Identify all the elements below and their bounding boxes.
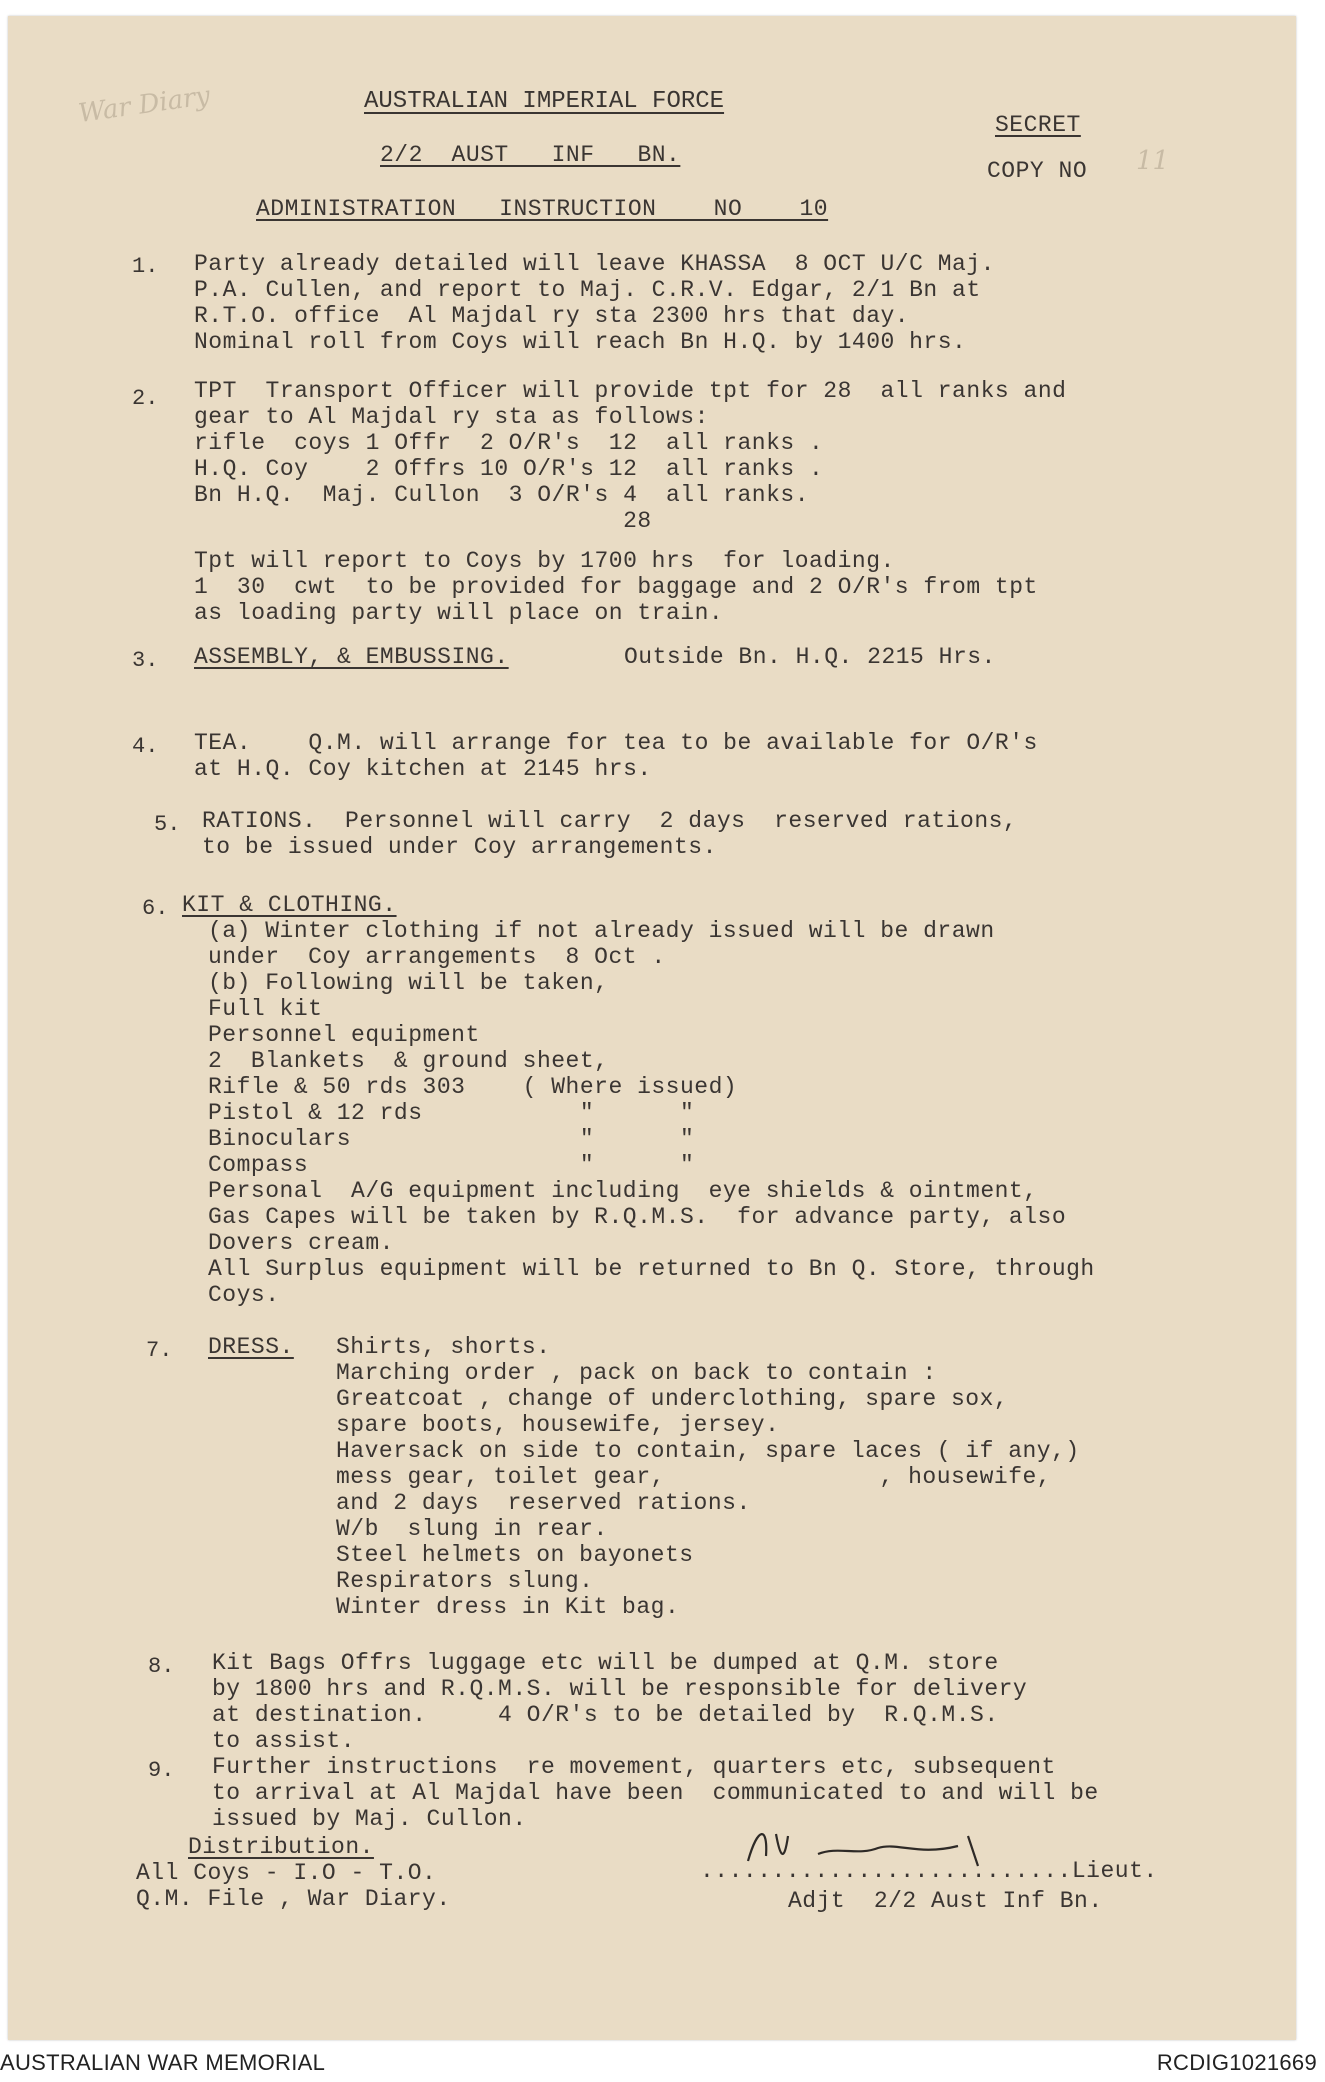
item-number: 5. [154,812,181,837]
adjutant-title: Adjt 2/2 Aust Inf Bn. [788,1888,1103,1914]
item-3-heading: ASSEMBLY, & EMBUSSING. [194,644,509,670]
item-3-text: Outside Bn. H.Q. 2215 Hrs. [624,644,996,670]
item-6-line: under Coy arrangements 8 Oct . [208,944,666,970]
item-7-line: mess gear, toilet gear, , housewife, [336,1464,1052,1490]
item-number: 4. [132,734,159,759]
instruction-title: ADMINISTRATION INSTRUCTION NO 10 [256,196,829,222]
item-2-line: 1 30 cwt to be provided for baggage and 2 O/R's from tpt [194,574,1038,600]
item-7-line: Marching order , pack on back to contain : [336,1360,937,1386]
footer-left: AUSTRALIAN WAR MEMORIAL [0,2050,326,2075]
item-2-line: Bn H.Q. Maj. Cullon 3 O/R's 4 all ranks. [194,482,809,508]
item-7-line: Steel helmets on bayonets [336,1542,694,1568]
item-number: 6. [142,896,169,921]
item-number: 8. [148,1654,175,1679]
item-6-line: Binoculars " " [208,1126,695,1152]
distribution-label: Distribution. [188,1834,374,1860]
item-4-line: at H.Q. Coy kitchen at 2145 hrs. [194,756,652,782]
document-page [8,16,1296,2040]
item-4-line: TEA. Q.M. will arrange for tea to be available for O/R's [194,730,1038,756]
pencil-number: 11 [1136,146,1170,176]
item-6-line: (a) Winter clothing if not already issued will be drawn [208,918,995,944]
item-6-line: Rifle & 50 rds 303 ( Where issued) [208,1074,738,1100]
item-7-line: and 2 days reserved rations. [336,1490,751,1516]
item-2-line: Tpt will report to Coys by 1700 hrs for loading. [194,548,895,574]
item-number: 7. [146,1338,173,1363]
item-2-total: 28 [194,508,652,534]
item-7-line: Respirators slung. [336,1568,594,1594]
item-1-line: Party already detailed will leave KHASSA 8 OCT U/C Maj. [194,251,995,277]
item-6-line: Coys. [208,1282,280,1308]
item-7-heading: DRESS. [208,1334,294,1360]
item-1-line: Nominal roll from Coys will reach Bn H.Q. by 1400 hrs. [194,329,967,355]
item-7-line: Haversack on side to contain, spare laces ( if any,) [336,1438,1080,1464]
item-6-line: Personal A/G equipment including eye shields & ointment, [208,1178,1038,1204]
item-2-line: rifle coys 1 Offr 2 O/R's 12 all ranks . [194,430,824,456]
item-6-line: Pistol & 12 rds " " [208,1100,695,1126]
document-title: AUSTRALIAN IMPERIAL FORCE [364,88,725,115]
item-number: 2. [132,386,159,411]
item-6-line: Gas Capes will be taken by R.Q.M.S. for advance party, also [208,1204,1067,1230]
item-6-line: Dovers cream. [208,1230,394,1256]
item-9-line: issued by Maj. Cullon. [212,1806,527,1832]
item-8-line: by 1800 hrs and R.Q.M.S. will be responsible for delivery [212,1676,1028,1702]
secret-mark: SECRET [995,112,1081,138]
item-5-line: to be issued under Coy arrangements. [202,834,717,860]
item-6-line: Full kit [208,996,323,1022]
item-2-line: H.Q. Coy 2 Offrs 10 O/R's 12 all ranks . [194,456,824,482]
distribution-line: All Coys - I.O - T.O. [136,1860,437,1886]
signature-line: ..........................Lieut. [700,1858,1158,1884]
item-1-line: R.T.O. office Al Majdal ry sta 2300 hrs that day. [194,303,910,329]
item-7-line: W/b slung in rear. [336,1516,608,1542]
item-2-line: gear to Al Majdal ry sta as follows: [194,404,709,430]
item-number: 1. [132,254,159,279]
item-7-line: Greatcoat , change of underclothing, spare sox, [336,1386,1009,1412]
item-2-line: TPT Transport Officer will provide tpt for 28 all ranks and [194,378,1067,404]
item-6-line: (b) Following will be taken, [208,970,609,996]
item-6-line: 2 Blankets & ground sheet, [208,1048,609,1074]
item-8-line: Kit Bags Offrs luggage etc will be dumped at Q.M. store [212,1650,999,1676]
item-1-line: P.A. Cullen, and report to Maj. C.R.V. Edgar, 2/1 Bn at [194,277,981,303]
item-number: 9. [148,1758,175,1783]
item-7-line: spare boots, housewife, jersey. [336,1412,780,1438]
item-6-line: Compass " " [208,1152,695,1178]
item-7-line: Winter dress in Kit bag. [336,1594,680,1620]
item-number: 3. [132,648,159,673]
item-9-line: to arrival at Al Majdal have been communicated to and will be [212,1780,1099,1806]
footer-right: RCDIG1021669 [1156,2050,1317,2075]
item-8-line: to assist. [212,1728,356,1754]
item-6-line: Personnel equipment [208,1022,480,1048]
item-6-line: All Surplus equipment will be returned to Bn Q. Store, through [208,1256,1095,1282]
distribution-line: Q.M. File , War Diary. [136,1886,451,1912]
item-9-line: Further instructions re movement, quarters etc, subsequent [212,1754,1056,1780]
item-6-heading: KIT & CLOTHING. [182,892,397,918]
item-2-line: as loading party will place on train. [194,600,724,626]
unit-name: 2/2 AUST INF BN. [380,142,681,168]
item-5-line: RATIONS. Personnel will carry 2 days reserved rations, [202,808,1018,834]
item-8-line: at destination. 4 O/R's to be detailed by R.Q.M.S. [212,1702,999,1728]
item-7-line: Shirts, shorts. [336,1334,551,1360]
copy-number: COPY NO [987,158,1088,184]
pencil-note: War Diary [76,80,212,130]
